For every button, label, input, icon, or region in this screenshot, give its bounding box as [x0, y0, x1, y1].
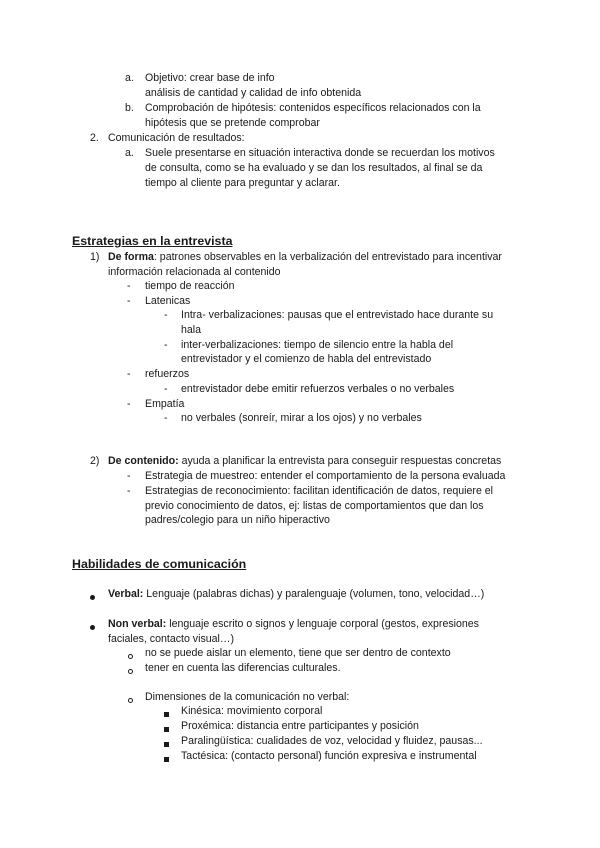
dash-bullet: -	[127, 470, 131, 482]
item-text: : patrones observables en la verbalización del entrevistado para incentivar	[153, 251, 502, 263]
dash-bullet: -	[164, 339, 168, 351]
bullet-square	[164, 737, 169, 751]
bullet-circle	[128, 664, 133, 678]
list-item-nonverbal-cont: faciales, contacto visual…)	[108, 633, 235, 645]
list-item-tactesica: Tactésica: (contacto personal) función expresiva e instrumental	[181, 750, 477, 762]
item-text: Lenguaje (palabras dichas) y paralenguaje (volumen, tono, velocidad…)	[143, 588, 485, 600]
list-item-suele-cont: tiempo al cliente para preguntar y aclarar.	[145, 177, 340, 189]
dash-bullet: -	[127, 398, 131, 410]
dash-bullet: -	[127, 295, 131, 307]
list-item-reconocimiento-cont: padres/colegio para un niño hiperactivo	[145, 514, 330, 526]
list-item-cultural: tener en cuenta las diferencias culturales.	[145, 662, 341, 674]
list-item-verbal	[108, 587, 484, 601]
list-item-aislar: no se puede aislar un elemento, tiene que ser dentro de contexto	[145, 647, 451, 659]
dash-bullet: -	[127, 368, 131, 380]
dash-bullet: -	[127, 485, 131, 497]
list-item-reconocimiento-cont: previo conocimiento de datos, ej: listas de comportamientos que dan los	[145, 500, 484, 512]
bullet-square	[164, 707, 169, 721]
bullet-dot	[90, 620, 95, 634]
list-item-suele-cont: de consulta, como se ha evaluado y se dan los resultados, al final se da	[145, 162, 483, 174]
bullet-square	[164, 722, 169, 736]
list-item-reconocimiento: Estrategias de reconocimiento: facilitan identificación de datos, requiere el	[145, 485, 494, 497]
section-heading-habilidades: Habilidades de comunicación	[72, 557, 247, 571]
dash-bullet: -	[164, 412, 168, 424]
dash-bullet: -	[127, 280, 131, 292]
list-item-nonverbal	[108, 617, 479, 631]
list-marker: 1)	[90, 251, 100, 263]
list-item-de-forma	[108, 250, 502, 264]
list-item-empatia-sub: no verbales (sonreír, mirar a los ojos) y no verbales	[181, 412, 422, 424]
list-item-objetivo-cont: análisis de cantidad y calidad de info obtenida	[145, 87, 362, 99]
list-item-dimensiones: Dimensiones de la comunicación no verbal:	[145, 691, 350, 703]
list-item-paralinguistica: Paralingüística: cualidades de voz, velocidad y fluidez, pausas...	[181, 735, 483, 747]
list-item-comprobacion-cont: hipótesis que se pretende comprobar	[145, 117, 320, 129]
bullet-circle	[128, 693, 133, 707]
section-heading-estrategias: Estrategias en la entrevista	[72, 234, 233, 248]
list-marker: b.	[125, 102, 134, 114]
list-item-empatia: Empatía	[145, 398, 185, 410]
bullet-circle	[128, 649, 133, 663]
list-item-inter: inter-verbalizaciones: tiempo de silencio entre la habla del	[181, 339, 454, 351]
list-item-kinesica: Kinésica: movimiento corporal	[181, 705, 323, 717]
list-item-comunicacion: Comunicación de resultados:	[108, 132, 245, 144]
list-item-tiempo: tiempo de reacción	[145, 280, 235, 292]
item-text: lenguaje escrito o signos y lenguaje corporal (gestos, expresiones	[166, 618, 479, 630]
list-item-refuerzos: refuerzos	[145, 368, 190, 380]
list-item-inter-cont: entrevistador y el comienzo de habla del entrevistado	[181, 353, 432, 365]
list-marker: 2)	[90, 455, 100, 467]
item-text: ayuda a planificar la entrevista para conseguir respuestas concretas	[178, 455, 502, 467]
list-item-intra: Intra- verbalizaciones: pausas que el entrevistado hace durante su	[181, 309, 494, 321]
dash-bullet: -	[164, 383, 168, 395]
list-item-latencias: Latenicas	[145, 295, 191, 307]
list-marker: a.	[125, 147, 134, 159]
list-item-de-contenido	[108, 454, 501, 468]
bold-label: Non verbal:	[108, 618, 167, 630]
list-marker: a.	[125, 72, 134, 84]
list-item-objetivo: Objetivo: crear base de info	[145, 72, 275, 84]
bold-label: De contenido:	[108, 455, 179, 467]
list-item-muestreo: Estrategia de muestreo: entender el comportamiento de la persona evaluada	[145, 470, 506, 482]
dash-bullet: -	[164, 309, 168, 321]
bullet-dot	[90, 590, 95, 604]
list-item-intra-cont: hala	[181, 324, 202, 336]
bold-label: De forma	[108, 251, 154, 263]
list-item-proxemica: Proxémica: distancia entre participantes y posición	[181, 720, 419, 732]
list-item-refuerzos-sub: entrevistador debe emitir refuerzos verbales o no verbales	[181, 383, 455, 395]
list-item-suele: Suele presentarse en situación interactiva donde se recuerdan los motivos	[145, 147, 495, 159]
bullet-square	[164, 752, 169, 766]
bold-label: Verbal:	[108, 588, 144, 600]
list-marker: 2.	[90, 132, 99, 144]
list-item-comprobacion: Comprobación de hipótesis: contenidos específicos relacionados con la	[145, 102, 481, 114]
list-item-de-forma-cont: información relacionada al contenido	[108, 266, 281, 278]
